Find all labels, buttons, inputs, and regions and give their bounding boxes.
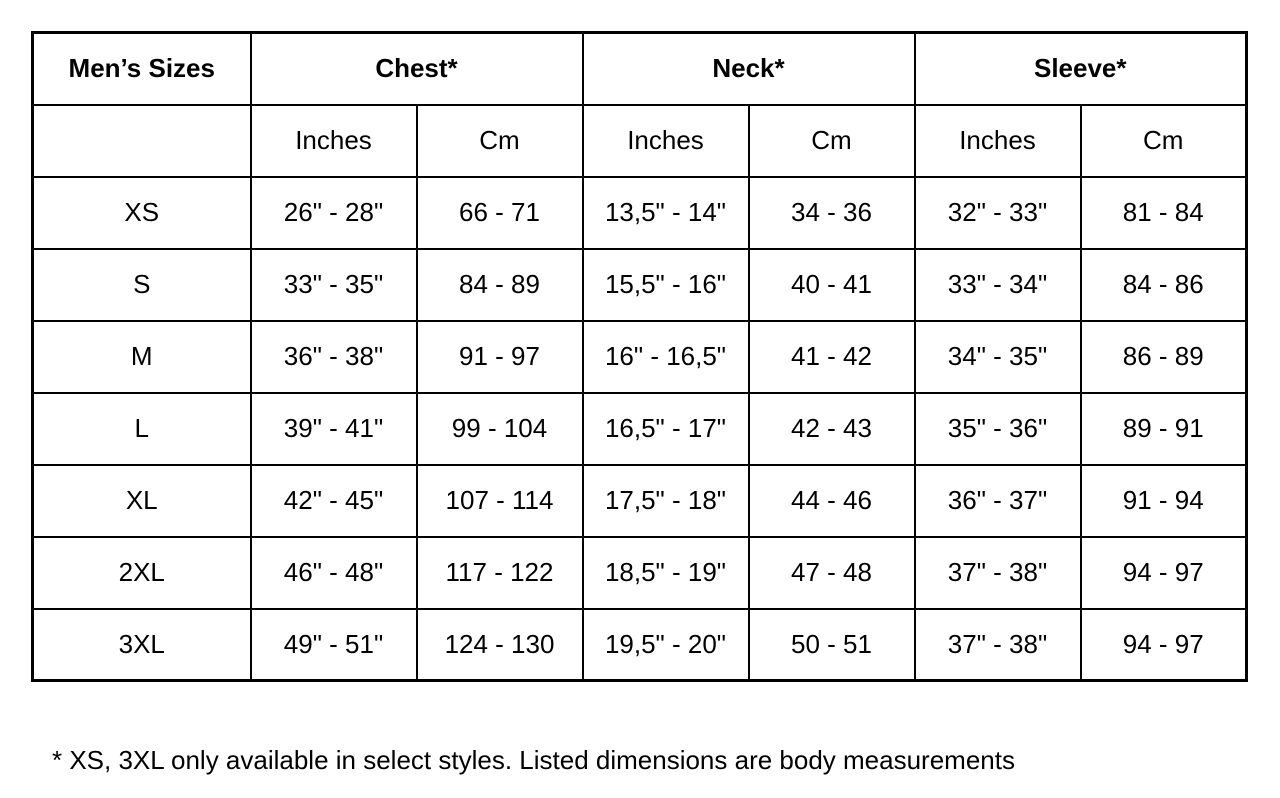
chest-cm-cell: 117 - 122 <box>417 537 583 609</box>
units-empty-cell <box>33 105 251 177</box>
sleeve-inches-cell: 37" - 38" <box>915 609 1081 681</box>
neck-inches-cell: 18,5" - 19" <box>583 537 749 609</box>
sleeve-cm-cell: 86 - 89 <box>1081 321 1247 393</box>
sleeve-inches-cell: 37" - 38" <box>915 537 1081 609</box>
sleeve-inches-cell: 32" - 33" <box>915 177 1081 249</box>
sleeve-cm-cell: 91 - 94 <box>1081 465 1247 537</box>
neck-cm-cell: 50 - 51 <box>749 609 915 681</box>
chest-inches-cell: 39" - 41" <box>251 393 417 465</box>
neck-inches-cell: 16" - 16,5" <box>583 321 749 393</box>
chest-cm-cell: 99 - 104 <box>417 393 583 465</box>
footnote: * XS, 3XL only available in select styles. Listed dimensions are body measurements <box>52 745 1015 775</box>
sleeve-inches-cell: 33" - 34" <box>915 249 1081 321</box>
size-cell: 2XL <box>33 537 251 609</box>
units-row <box>33 105 1247 177</box>
size-cell: 3XL <box>33 609 251 681</box>
table-row <box>33 321 1247 393</box>
table-row <box>33 465 1247 537</box>
chest-inches-cell: 26" - 28" <box>251 177 417 249</box>
chest-header: Chest* <box>251 33 583 105</box>
neck-cm-cell: 44 - 46 <box>749 465 915 537</box>
sleeve-inches-unit: Inches <box>915 105 1081 177</box>
chest-inches-cell: 36" - 38" <box>251 321 417 393</box>
chest-cm-cell: 91 - 97 <box>417 321 583 393</box>
sleeve-cm-cell: 84 - 86 <box>1081 249 1247 321</box>
neck-cm-cell: 34 - 36 <box>749 177 915 249</box>
table-row <box>33 177 1247 249</box>
sleeve-inches-cell: 34" - 35" <box>915 321 1081 393</box>
table-row <box>33 609 1247 681</box>
mens-sizes-header: Men’s Sizes <box>33 33 251 105</box>
chest-cm-cell: 84 - 89 <box>417 249 583 321</box>
size-cell: XS <box>33 177 251 249</box>
sleeve-inches-cell: 35" - 36" <box>915 393 1081 465</box>
sleeve-cm-cell: 89 - 91 <box>1081 393 1247 465</box>
neck-cm-cell: 42 - 43 <box>749 393 915 465</box>
neck-inches-unit: Inches <box>583 105 749 177</box>
size-cell: XL <box>33 465 251 537</box>
chest-cm-cell: 107 - 114 <box>417 465 583 537</box>
neck-cm-cell: 40 - 41 <box>749 249 915 321</box>
neck-inches-cell: 15,5" - 16" <box>583 249 749 321</box>
sleeve-header: Sleeve* <box>915 33 1247 105</box>
neck-inches-cell: 13,5" - 14" <box>583 177 749 249</box>
neck-cm-unit: Cm <box>749 105 915 177</box>
header-row <box>33 33 1247 105</box>
size-cell: S <box>33 249 251 321</box>
chest-cm-cell: 124 - 130 <box>417 609 583 681</box>
sleeve-cm-unit: Cm <box>1081 105 1247 177</box>
size-cell: M <box>33 321 251 393</box>
sleeve-inches-cell: 36" - 37" <box>915 465 1081 537</box>
sleeve-cm-cell: 94 - 97 <box>1081 609 1247 681</box>
sleeve-cm-cell: 94 - 97 <box>1081 537 1247 609</box>
size-cell: L <box>33 393 251 465</box>
chest-cm-unit: Cm <box>417 105 583 177</box>
chest-inches-cell: 33" - 35" <box>251 249 417 321</box>
chest-inches-cell: 46" - 48" <box>251 537 417 609</box>
table-row <box>33 393 1247 465</box>
chest-inches-cell: 42" - 45" <box>251 465 417 537</box>
sleeve-cm-cell: 81 - 84 <box>1081 177 1247 249</box>
chest-inches-unit: Inches <box>251 105 417 177</box>
neck-inches-cell: 19,5" - 20" <box>583 609 749 681</box>
table-row <box>33 537 1247 609</box>
chest-cm-cell: 66 - 71 <box>417 177 583 249</box>
chest-inches-cell: 49" - 51" <box>251 609 417 681</box>
neck-cm-cell: 41 - 42 <box>749 321 915 393</box>
neck-header: Neck* <box>583 33 915 105</box>
neck-cm-cell: 47 - 48 <box>749 537 915 609</box>
size-chart-table <box>31 31 1248 682</box>
table-row <box>33 249 1247 321</box>
neck-inches-cell: 16,5" - 17" <box>583 393 749 465</box>
neck-inches-cell: 17,5" - 18" <box>583 465 749 537</box>
